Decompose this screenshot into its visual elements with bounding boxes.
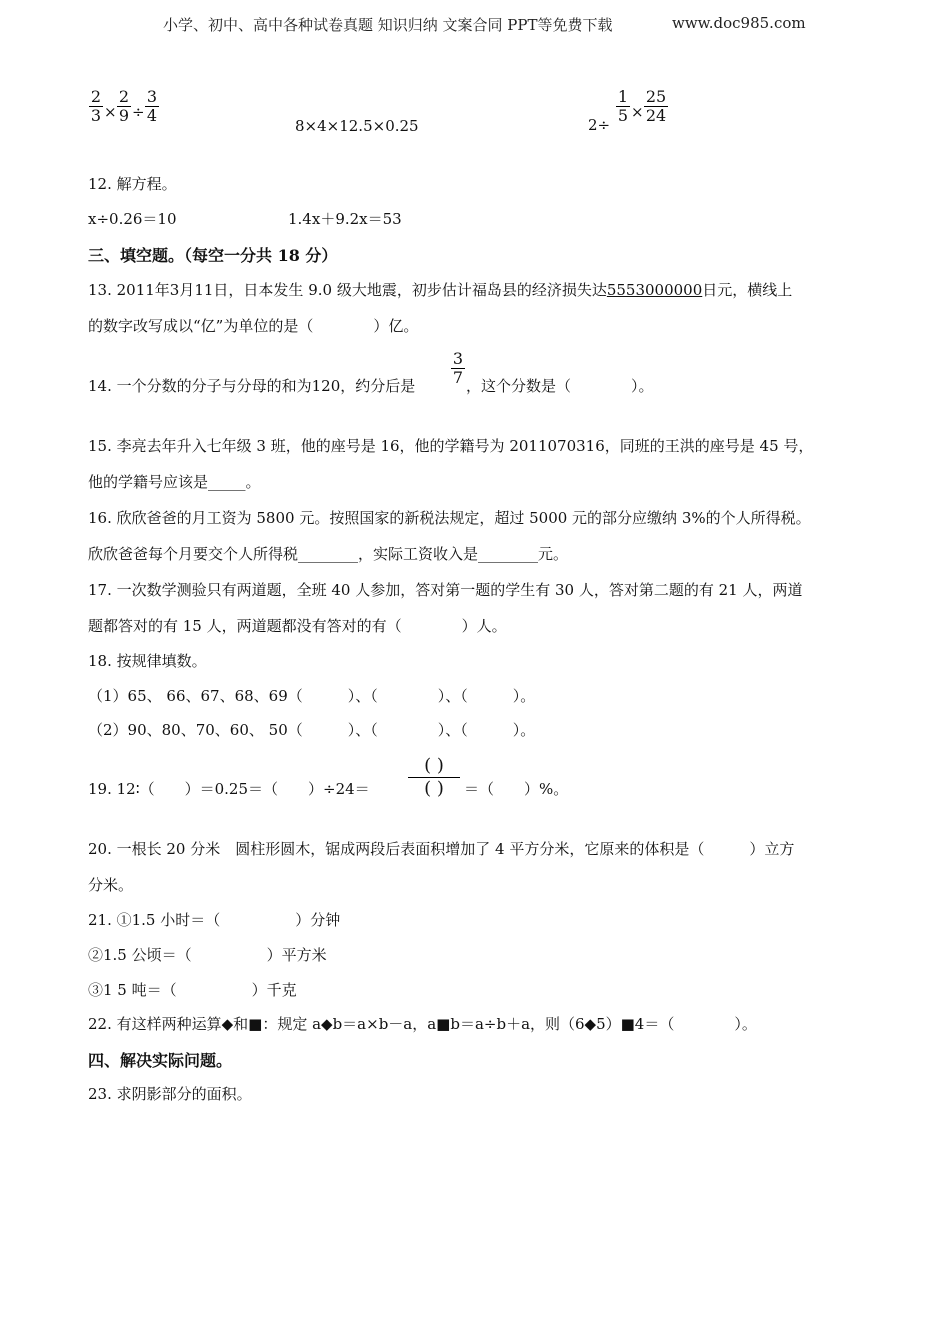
question-14-suffix: ，这个分数是（ ）。 — [466, 377, 654, 395]
question-21-line-1: 21. ①1.5 小时＝（ ）分钟 — [88, 911, 341, 929]
question-23: 23. 求阴影部分的面积。 — [88, 1085, 252, 1103]
question-21-line-3: ③1 5 吨＝（ ）千克 — [88, 981, 297, 999]
question-18-line-2: （2）90、80、70、60、 50（ ）、（ ）、（ ）。 — [88, 721, 536, 739]
section-heading-problems: 四、解决实际问题。 — [88, 1051, 233, 1070]
question-19-suffix: ＝（ ）%。 — [464, 780, 569, 798]
underlined-number: 5553000000 — [606, 281, 703, 299]
question-19-prefix: 19. 12∶（ ）＝0.25＝（ ）÷24＝ — [88, 780, 370, 798]
equation-2: 1.4x＋9.2x＝53 — [288, 210, 402, 228]
question-12-title: 12. 解方程。 — [88, 175, 177, 193]
fraction: 25 24 — [645, 87, 667, 125]
question-16-line-1: 16. 欣欣爸爸的月工资为 5800 元。按照国家的新税法规定，超过 5000 元的部分应缴纳 3%的个人所得税。 — [88, 509, 811, 527]
calc-expression-2: 8×4×12.5×0.25 — [295, 117, 419, 135]
fraction: 2 9 — [118, 87, 130, 125]
fraction: 3 7 — [452, 349, 464, 387]
question-15-line-1: 15. 李亮去年升入七年级 3 班，他的座号是 16，他的学籍号为 2011070316，同班的王洪的座号是 45 号， — [88, 437, 814, 455]
equation-1: x÷0.26＝10 — [88, 210, 177, 228]
question-18-line-1: （1）65、 66、67、68、69（ ）、（ ）、（ ）。 — [88, 687, 536, 705]
question-20-line-1: 20. 一根长 20 分米 圆柱形圆木，锯成两段后表面积增加了 4 平方分米，它原来的体积是（ ）立方 — [88, 840, 795, 858]
fraction: 3 4 — [146, 87, 158, 125]
fraction: 1 5 — [617, 87, 629, 125]
question-14-prefix: 14. 一个分数的分子与分母的和为120，约分后是 — [88, 377, 416, 395]
question-13-line-1: 13. 2011年3月11日，日本发生 9.0 级大地震，初步估计福岛县的经济损失达5553000000日元，横线上 — [88, 281, 793, 299]
question-22: 22. 有这样两种运算◆和■：规定 a◆b＝a×b－a，a■b＝a÷b＋a，则（6◆5）■4＝（ ）。 — [88, 1015, 757, 1033]
fraction: 2 3 — [90, 87, 102, 125]
question-20-line-2: 分米。 — [88, 876, 134, 894]
question-13-line-2: 的数字改写成以“亿”为单位的是（ ）亿。 — [88, 317, 419, 335]
question-17-line-1: 17. 一次数学测验只有两道题，全班 40 人参加，答对第一题的学生有 30 人，答对第二题的有 21 人，两道 — [88, 581, 803, 599]
question-18-title: 18. 按规律填数。 — [88, 652, 207, 670]
header-text: 小学、初中、高中各种试卷真题 知识归纳 文案合同 PPT等免费下载 — [163, 16, 613, 34]
question-16-line-2: 欣欣爸爸每个月要交个人所得税________，实际工资收入是________元。 — [88, 545, 569, 563]
blank-fraction: ( ) ( ) — [408, 755, 460, 800]
section-heading-fill-in: 三、填空题。（每空一分共 18 分） — [88, 246, 338, 265]
question-17-line-2: 题都答对的有 15 人，两道题都没有答对的有（ ）人。 — [88, 617, 507, 635]
question-15-line-2: 他的学籍号应该是_____。 — [88, 473, 261, 491]
question-21-line-2: ②1.5 公顷＝（ ）平方米 — [88, 946, 327, 964]
header-url: www.doc985.com — [672, 14, 806, 32]
